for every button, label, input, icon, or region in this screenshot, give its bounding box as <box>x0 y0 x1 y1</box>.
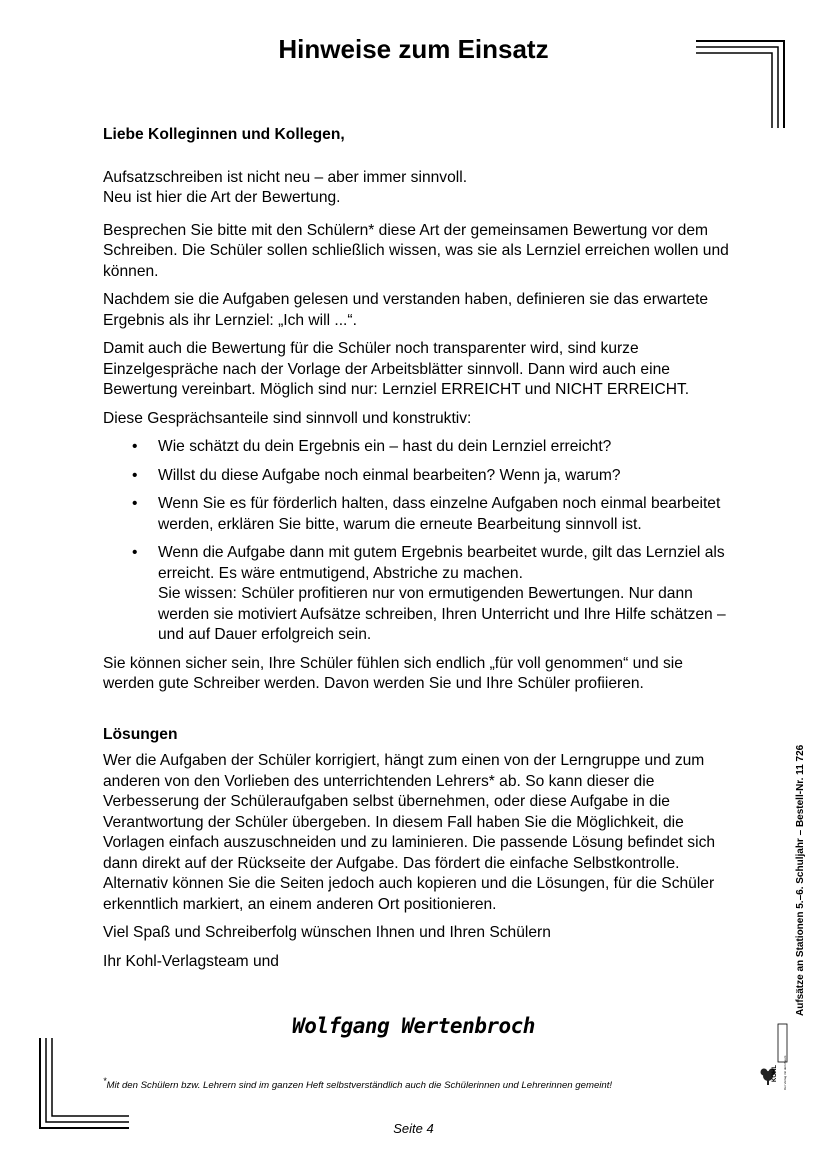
list-item <box>103 466 733 487</box>
list-item <box>103 437 733 458</box>
bullet-text: Wenn Sie es für förderlich halten, dass einzelne Aufgaben noch einmal bearbeitet werden, erklären Sie bitte, warum die erneute Bearbeitung sinnvoll ist. <box>158 495 721 533</box>
bullet-text: Wie schätzt du dein Ergebnis ein – hast du dein Lernziel erreicht? <box>158 438 612 455</box>
signoff-line: Ihr Kohl-Verlagsteam und <box>103 952 279 970</box>
logo-text: KOHL <box>772 1065 778 1082</box>
bullet-list <box>103 437 733 646</box>
wish-line: Viel Spaß und Schreiberfolg wünschen Ihnen und Ihren Schülern <box>103 924 551 941</box>
bullet-text-continued: Sie wissen: Schüler profitieren nur von ermutigenden Bewertungen. Nur dann werden sie motiviert Aufsätze schreiben, Ihren Unterricht und Ihre Hilfe schätzen – und auf Dauer erfolgreich sein. <box>158 585 726 643</box>
solutions-heading: Lösungen <box>103 725 178 743</box>
footnote-text: Mit den Schülern bzw. Lehrern sind im ganzen Heft selbstverständlich auch die Schülerinnen und Lehrerinnen gemeint! <box>106 1080 613 1092</box>
logo-slogan: Der Verlag mit dem Baum <box>783 1055 787 1090</box>
main-content <box>103 125 733 980</box>
side-series-label: Aufsätze an Stationen 5.–6. Schuljahr – Bestell-Nr. 11 726 <box>795 744 806 1016</box>
footnote <box>103 1076 743 1091</box>
intro-line-2: Neu ist hier die Art der Bewertung. <box>103 189 341 206</box>
kohl-verlag-logo <box>760 1020 788 1090</box>
bullet-icon: • <box>132 495 138 512</box>
footnote-mark: * <box>103 1076 107 1086</box>
bullet-text: Willst du diese Aufgabe noch einmal bearbeiten? Wenn ja, warum? <box>158 466 621 484</box>
page-number: Seite 4 <box>393 1121 434 1136</box>
greeting: Liebe Kolleginnen und Kollegen, <box>103 126 345 143</box>
bullet-icon: • <box>132 544 138 561</box>
intro-paragraph <box>103 168 733 209</box>
bullet-icon: • <box>132 466 138 484</box>
solutions-paragraph: Wer die Aufgaben der Schüler korrigiert, hängt zum einen von der Lerngruppe und zum anderen von den Vorlieben des unterrichtenden Lehrers* ab. So kann dieser die Verbesserung der Schüleraufgaben selbst übernehmen, oder diese Aufgabe in die Verantwortung der Schüler übergeben. In diesem Fall haben Sie die Möglichkeit, die Vorlagen einfach auszuschneiden und zu laminieren. Die passende Lösung befindet sich dann direkt auf der Rückseite der Aufgabe. Das fördert die einfache Selbstkontrolle. Alternativ können Sie die Seiten jedoch auch kopieren und die Lösungen, für die Schüler erkenntlich markiert, an einem anderen Ort positionieren. <box>103 752 716 913</box>
paragraph-2: Nachdem sie die Aufgaben gelesen und verstanden haben, definieren sie das erwartete Ergebnis als ihr Lernziel: „Ich will ...“. <box>103 291 709 329</box>
list-item <box>103 494 733 535</box>
bullet-text: Wenn die Aufgabe dann mit gutem Ergebnis bearbeitet wurde, gilt das Lernziel als erreicht. Es wäre entmutigend, Abstriche zu machen. <box>158 544 725 582</box>
list-item <box>103 543 733 646</box>
closing-paragraph: Sie können sicher sein, Ihre Schüler fühlen sich endlich „für voll genommen“ und sie werden gute Schreiber werden. Davon werden Sie und Ihre Schüler profiieren. <box>103 654 683 692</box>
page-title: Hinweise zum Einsatz <box>278 34 549 64</box>
paragraph-4: Diese Gesprächsanteile sind sinnvoll und konstruktiv: <box>103 409 472 427</box>
bullet-icon: • <box>132 438 138 455</box>
paragraph-1: Besprechen Sie bitte mit den Schülern* diese Art der gemeinsamen Bewertung vor dem Schreiben. Die Schüler sollen schließlich wissen, was sie als Lernziel erreichen wollen und können. <box>103 221 729 280</box>
intro-line-1: Aufsatzschreiben ist nicht neu – aber immer sinnvoll. <box>103 168 468 186</box>
paragraph-3: Damit auch die Bewertung für die Schüler noch transparenter wird, sind kurze Einzelgespräche nach der Vorlage der Arbeitsblätter sinnvoll. Dann wird auch eine Bewertung vereinbart. Möglich sind nur: Lernziel ERREICHT und NICHT ERREICHT. <box>103 340 690 398</box>
author-signature: Wolfgang Wertenbroch <box>292 1014 535 1038</box>
